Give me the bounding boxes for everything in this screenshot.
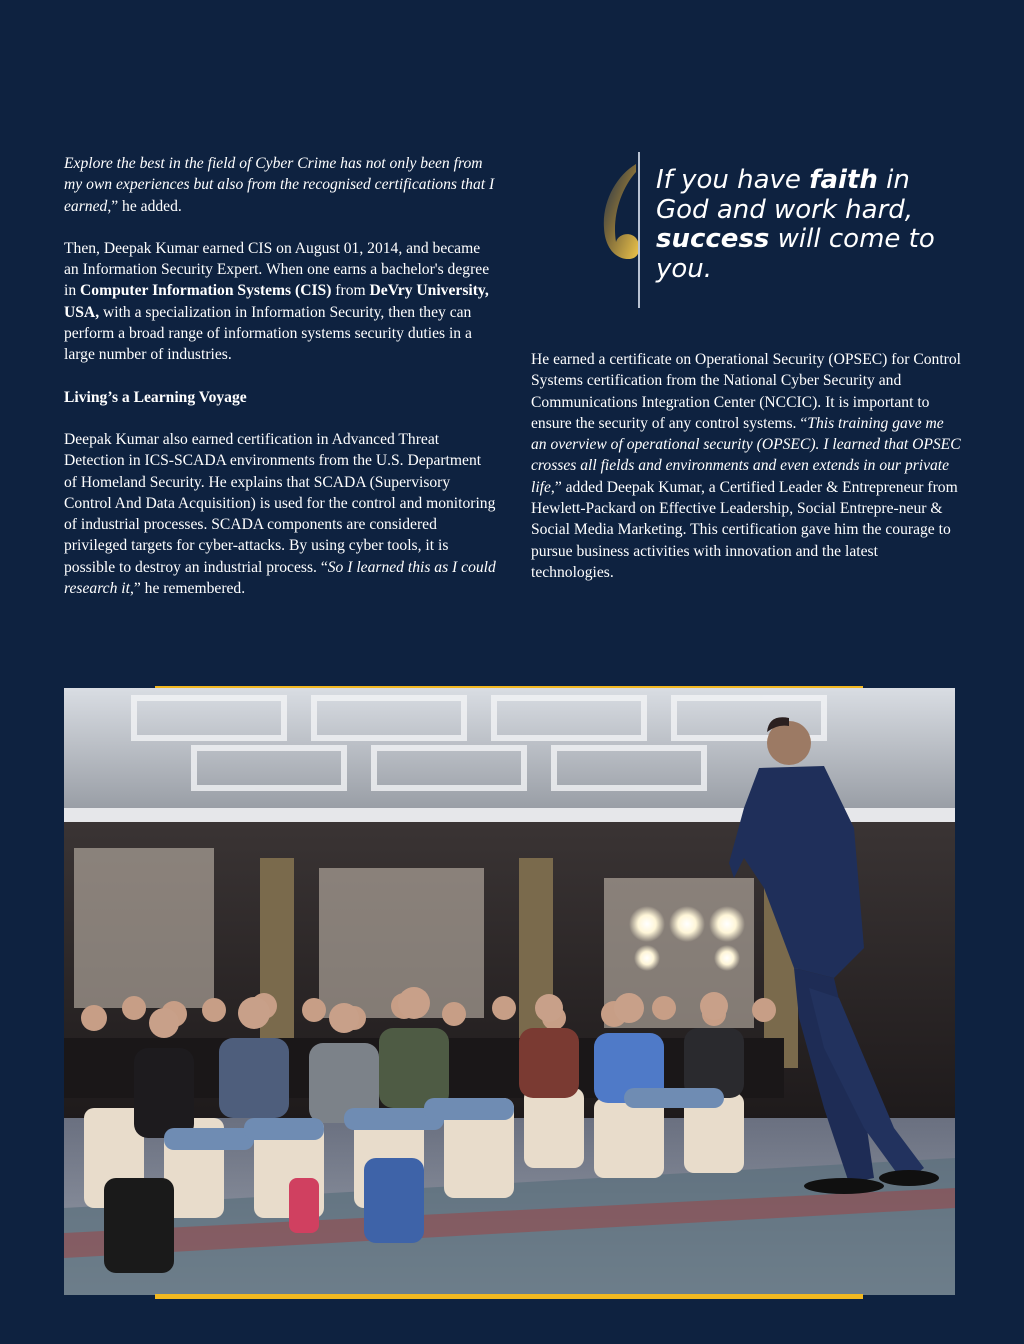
opsec-text-a: He earned a certificate on Operational Security (OPSEC) for Control Systems certification from the National Cyber Security and Communications Integration Center (NCCIC). It is important to ensure the security of any control systems. “ xyxy=(531,351,961,432)
intro-quote: Explore the best in the field of Cyber Crime has not only been from my own experiences but also from the recognised certifications that I earned xyxy=(64,155,495,215)
quote-part-3: will come to you. xyxy=(656,224,935,284)
left-column xyxy=(64,153,496,599)
cis-text-b: from xyxy=(331,282,370,300)
cis-text-c: with a specialization in Information Security, then they can perform a broad range of information systems security duties in a large number of industries. xyxy=(64,303,472,364)
scada-tail: ,” he remembered. xyxy=(129,580,246,598)
intro-tail: ,” he added. xyxy=(107,197,182,215)
quote-word-faith: faith xyxy=(809,165,878,195)
right-column xyxy=(531,349,963,583)
scada-paragraph xyxy=(64,429,496,599)
opsec-quote: This training gave me an overview of operational security (OPSEC). I learned that OPSEC crosses all fields and environments and even extends in our private life xyxy=(531,414,961,496)
event-photo xyxy=(64,688,955,1295)
scada-text: Deepak Kumar also earned certification in Advanced Threat Detection in ICS-SCADA environments from the U.S. Department of Homeland Security. He explains that SCADA (Supervisory Control And Data Acquisition) is used for the control and monitoring of industrial processes. SCADA components are considered privileged targets for cyber-attacks. By using cyber tools, it is possible to destroy an industrial process. “ xyxy=(64,430,496,576)
opsec-text-b: ,” added Deepak Kumar, a Certified Leader & Entrepreneur from Hewlett-Packard on Effective Leadership, Social Entrepre-neur & Social Media Marketing. This certification gave him the courage to pursue business activities with innovation and the latest technologies. xyxy=(531,478,958,581)
section-heading: Living’s a Learning Voyage xyxy=(64,388,247,406)
opsec-paragraph xyxy=(531,349,963,583)
quote-word-success: success xyxy=(656,224,770,254)
university-name: DeVry University, USA, xyxy=(64,282,489,321)
cis-text-a: Then, Deepak Kumar earned CIS on August 01, 2014, and became an Information Security Expert. When one earns a bachelor's degree in xyxy=(64,239,490,300)
quote-text xyxy=(656,166,946,284)
photo-bottom-accent-bar xyxy=(155,1294,863,1299)
quote-part-1: If you have xyxy=(656,165,810,195)
pull-quote xyxy=(596,152,936,308)
intro-paragraph xyxy=(64,153,496,217)
seminar-scene-illustration xyxy=(64,688,955,1295)
cis-paragraph xyxy=(64,238,496,366)
cis-degree-name: Computer Information Systems (CIS) xyxy=(80,282,332,300)
quote-part-2: in God and work hard, xyxy=(656,165,914,225)
quote-divider xyxy=(638,152,640,308)
scada-quote: So I learned this as I could research it xyxy=(64,558,496,598)
gold-quotation-mark-icon xyxy=(596,156,644,266)
